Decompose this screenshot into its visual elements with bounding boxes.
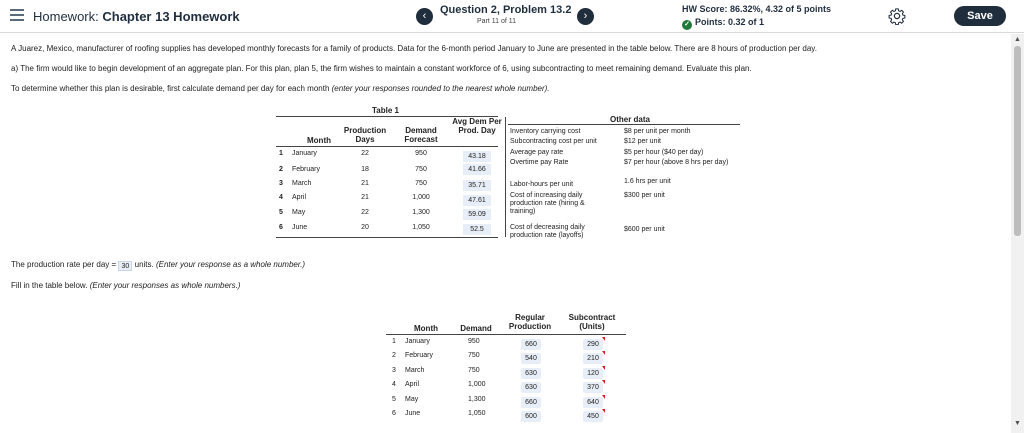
table1-days: 18 — [361, 166, 369, 173]
other-data-divider — [505, 117, 506, 237]
table1-header-avg-dem: Avg Dem Per Prod. Day — [452, 117, 502, 135]
menu-icon[interactable] — [10, 9, 24, 23]
table2-header-rule — [386, 334, 626, 335]
table1-caption: Table 1 — [372, 106, 399, 115]
table1-row-index: 3 — [279, 180, 283, 187]
other-data-rule — [508, 124, 740, 125]
table2-subcontract-value: 640 — [587, 399, 599, 406]
table2-regular-input[interactable] — [521, 368, 541, 379]
table2-header-demand: Demand — [460, 324, 492, 333]
table2-regular-value: 540 — [525, 355, 537, 362]
table2-demand: 750 — [468, 367, 480, 374]
table1-demand: 1,000 — [412, 194, 430, 201]
fill-instruction-note: (Enter your responses as whole numbers.) — [89, 281, 241, 290]
table2-row-index: 4 — [392, 381, 396, 388]
gear-icon[interactable] — [888, 7, 906, 25]
next-question-button[interactable] — [577, 8, 594, 25]
flag-icon — [602, 380, 605, 384]
check-circle-icon: ✓ — [682, 20, 692, 30]
table2-subcontract-input[interactable] — [583, 411, 603, 422]
other-data-label: Overtime pay Rate — [510, 159, 569, 166]
previous-question-button[interactable] — [416, 8, 433, 25]
table2-subcontract-input[interactable] — [583, 397, 603, 408]
table2-subcontract-value: 450 — [587, 413, 599, 420]
homework-title — [33, 9, 240, 24]
table1-demand: 1,050 — [412, 224, 430, 231]
table2-regular-value: 630 — [525, 370, 537, 377]
table1-avg[interactable]: 52.5 — [463, 224, 491, 235]
other-data-label: Subcontracting cost per unit — [510, 138, 597, 145]
table2-regular-value: 660 — [525, 341, 537, 348]
table1-days: 22 — [361, 209, 369, 216]
flag-icon — [602, 395, 605, 399]
problem-intro: A Juarez, Mexico, manufacturer of roofing supplies has developed monthly forecasts for a family of products. Data for the 6-month period January to June are presented in the table below. There are 8 hours of production per day. — [11, 44, 817, 53]
table2-regular-input[interactable] — [521, 339, 541, 350]
flag-icon — [602, 366, 605, 370]
table2-row-index: 6 — [392, 410, 396, 417]
table2-subcontract-input[interactable] — [583, 368, 603, 379]
table1-demand: 950 — [415, 150, 427, 157]
other-data-header: Other data — [609, 115, 650, 124]
other-data-label: Inventory carrying cost — [510, 128, 581, 135]
other-data-label: Cost of decreasing daily production rate (layoffs) — [510, 224, 585, 239]
other-data-value: 1.6 hrs per unit — [624, 178, 671, 185]
hw-score: HW Score: 86.32%, 4.32 of 5 points — [682, 4, 832, 14]
table1-row-index: 1 — [279, 150, 283, 157]
save-button[interactable]: Save — [954, 6, 1006, 26]
table2-subcontract-value: 370 — [587, 384, 599, 391]
other-data-label: Average pay rate — [510, 149, 564, 156]
table2-regular-input[interactable] — [521, 411, 541, 422]
table2-row-index: 5 — [392, 396, 396, 403]
table1-month: June — [292, 224, 308, 231]
table2-regular-input[interactable] — [521, 397, 541, 408]
table1-days: 21 — [361, 180, 369, 187]
table2-month: January — [405, 338, 430, 345]
table2-month: March — [405, 367, 425, 374]
table1-demand: 1,300 — [412, 209, 430, 216]
scrollbar-thumb[interactable] — [1014, 46, 1021, 236]
table1-avg[interactable]: 41.66 — [463, 164, 491, 175]
chevron-right-icon: › — [583, 10, 588, 22]
table1-demand: 750 — [415, 180, 427, 187]
table2-subcontract-value: 120 — [587, 370, 599, 377]
points-text: Points: 0.32 of 1 — [695, 17, 765, 27]
table1-days: 22 — [361, 150, 369, 157]
scroll-up-icon[interactable]: ▲ — [1014, 36, 1021, 43]
determine-instruction — [11, 84, 550, 93]
other-data-label: Cost of increasing daily production rate (hiring & training) — [510, 192, 585, 215]
table2-month: February — [405, 352, 434, 359]
points-status — [682, 17, 764, 30]
homework-prefix: Homework: — [33, 9, 99, 24]
table2-month: April — [405, 381, 420, 388]
production-rate-prefix: The production rate per day = — [11, 260, 119, 269]
table1-avg[interactable]: 35.71 — [463, 180, 491, 191]
other-data-value: $7 per hour (above 8 hrs per day) — [624, 159, 729, 166]
table1-header-production-days: Production Days — [343, 126, 387, 144]
production-rate-input[interactable]: 30 — [118, 261, 132, 271]
header-bar — [0, 0, 1024, 33]
table1-month: May — [292, 209, 306, 216]
table2-regular-value: 630 — [525, 384, 537, 391]
table1-avg[interactable]: 59.09 — [463, 209, 491, 220]
table2-subcontract-input[interactable] — [583, 339, 603, 350]
other-data-value: $12 per unit — [624, 138, 661, 145]
table1-avg[interactable]: 43.18 — [463, 151, 491, 162]
table2-regular-input[interactable] — [521, 353, 541, 364]
table1-header-demand-forecast: Demand Forecast — [404, 126, 438, 144]
flag-icon — [602, 409, 605, 413]
fill-instruction-text: Fill in the table below. — [11, 281, 90, 290]
table2-subcontract-value: 210 — [587, 355, 599, 362]
table2-regular-value: 600 — [525, 413, 537, 420]
question-part: Part 11 of 11 — [477, 18, 517, 25]
table1-row-index: 2 — [279, 166, 283, 173]
table1-header-month: Month — [307, 136, 331, 145]
problem-part-a: a) The firm would like to begin development of an aggregate plan. For this plan, plan 5, the firm wishes to maintain a constant workforce of 6, using subcontracting to meet remaining demand. Evaluate this plan. — [11, 64, 752, 73]
determine-note: (enter your responses rounded to the nearest whole number). — [331, 84, 550, 93]
table1-bottom-rule — [276, 237, 498, 238]
table1-month: March — [292, 180, 312, 187]
table2-subcontract-input[interactable] — [583, 382, 603, 393]
table1-row-index: 6 — [279, 224, 283, 231]
table1-month: February — [292, 166, 321, 173]
table1-demand: 750 — [415, 166, 427, 173]
determine-text: To determine whether this plan is desirable, first calculate demand per day for each month — [11, 84, 332, 93]
table1-row-index: 5 — [279, 209, 283, 216]
table2-demand: 950 — [468, 338, 480, 345]
table2-subcontract-value: 290 — [587, 341, 599, 348]
table2-demand: 1,050 — [468, 410, 486, 417]
table2-demand: 1,000 — [468, 381, 486, 388]
table1-days: 20 — [361, 224, 369, 231]
table2-demand: 750 — [468, 352, 480, 359]
table2-regular-value: 660 — [525, 399, 537, 406]
question-title: Question 2, Problem 13.2 — [440, 4, 572, 16]
table2-month: May — [405, 396, 419, 403]
other-data-value: $600 per unit — [624, 226, 665, 233]
scroll-down-icon[interactable]: ▼ — [1014, 420, 1021, 427]
table2-subcontract-input[interactable] — [583, 353, 603, 364]
vertical-scrollbar[interactable] — [1011, 34, 1024, 433]
production-rate-line — [11, 260, 305, 271]
table2-row-index: 1 — [392, 338, 396, 345]
chevron-left-icon: ‹ — [422, 10, 427, 22]
table1-header-rule — [276, 146, 498, 147]
other-data-value: $5 per hour ($40 per day) — [624, 149, 704, 156]
other-data-value: $300 per unit — [624, 192, 665, 199]
table1-month: April — [292, 194, 307, 201]
table2-row-index: 2 — [392, 352, 396, 359]
table2-header-subcontract: Subcontract (Units) — [568, 313, 616, 331]
table1-row-index: 4 — [279, 194, 283, 201]
production-rate-note: (Enter your response as a whole number.) — [155, 260, 306, 269]
table2-header-regular: Regular Production — [508, 313, 552, 331]
table2-demand: 1,300 — [468, 396, 486, 403]
fill-instruction — [11, 281, 240, 290]
table1-days: 21 — [361, 194, 369, 201]
other-data-value: $8 per unit per month — [624, 128, 691, 135]
table1-month: January — [292, 150, 317, 157]
table1-avg[interactable]: 47.61 — [463, 195, 491, 206]
other-data-label: Labor-hours per unit — [510, 181, 574, 188]
table2-regular-input[interactable] — [521, 382, 541, 393]
homework-name: Chapter 13 Homework — [102, 9, 240, 24]
table2-header-month: Month — [414, 324, 438, 333]
flag-icon — [602, 351, 605, 355]
table2-month: June — [405, 410, 421, 417]
table2-row-index: 3 — [392, 367, 396, 374]
flag-icon — [602, 337, 605, 341]
production-rate-suffix: units. — [132, 260, 154, 269]
